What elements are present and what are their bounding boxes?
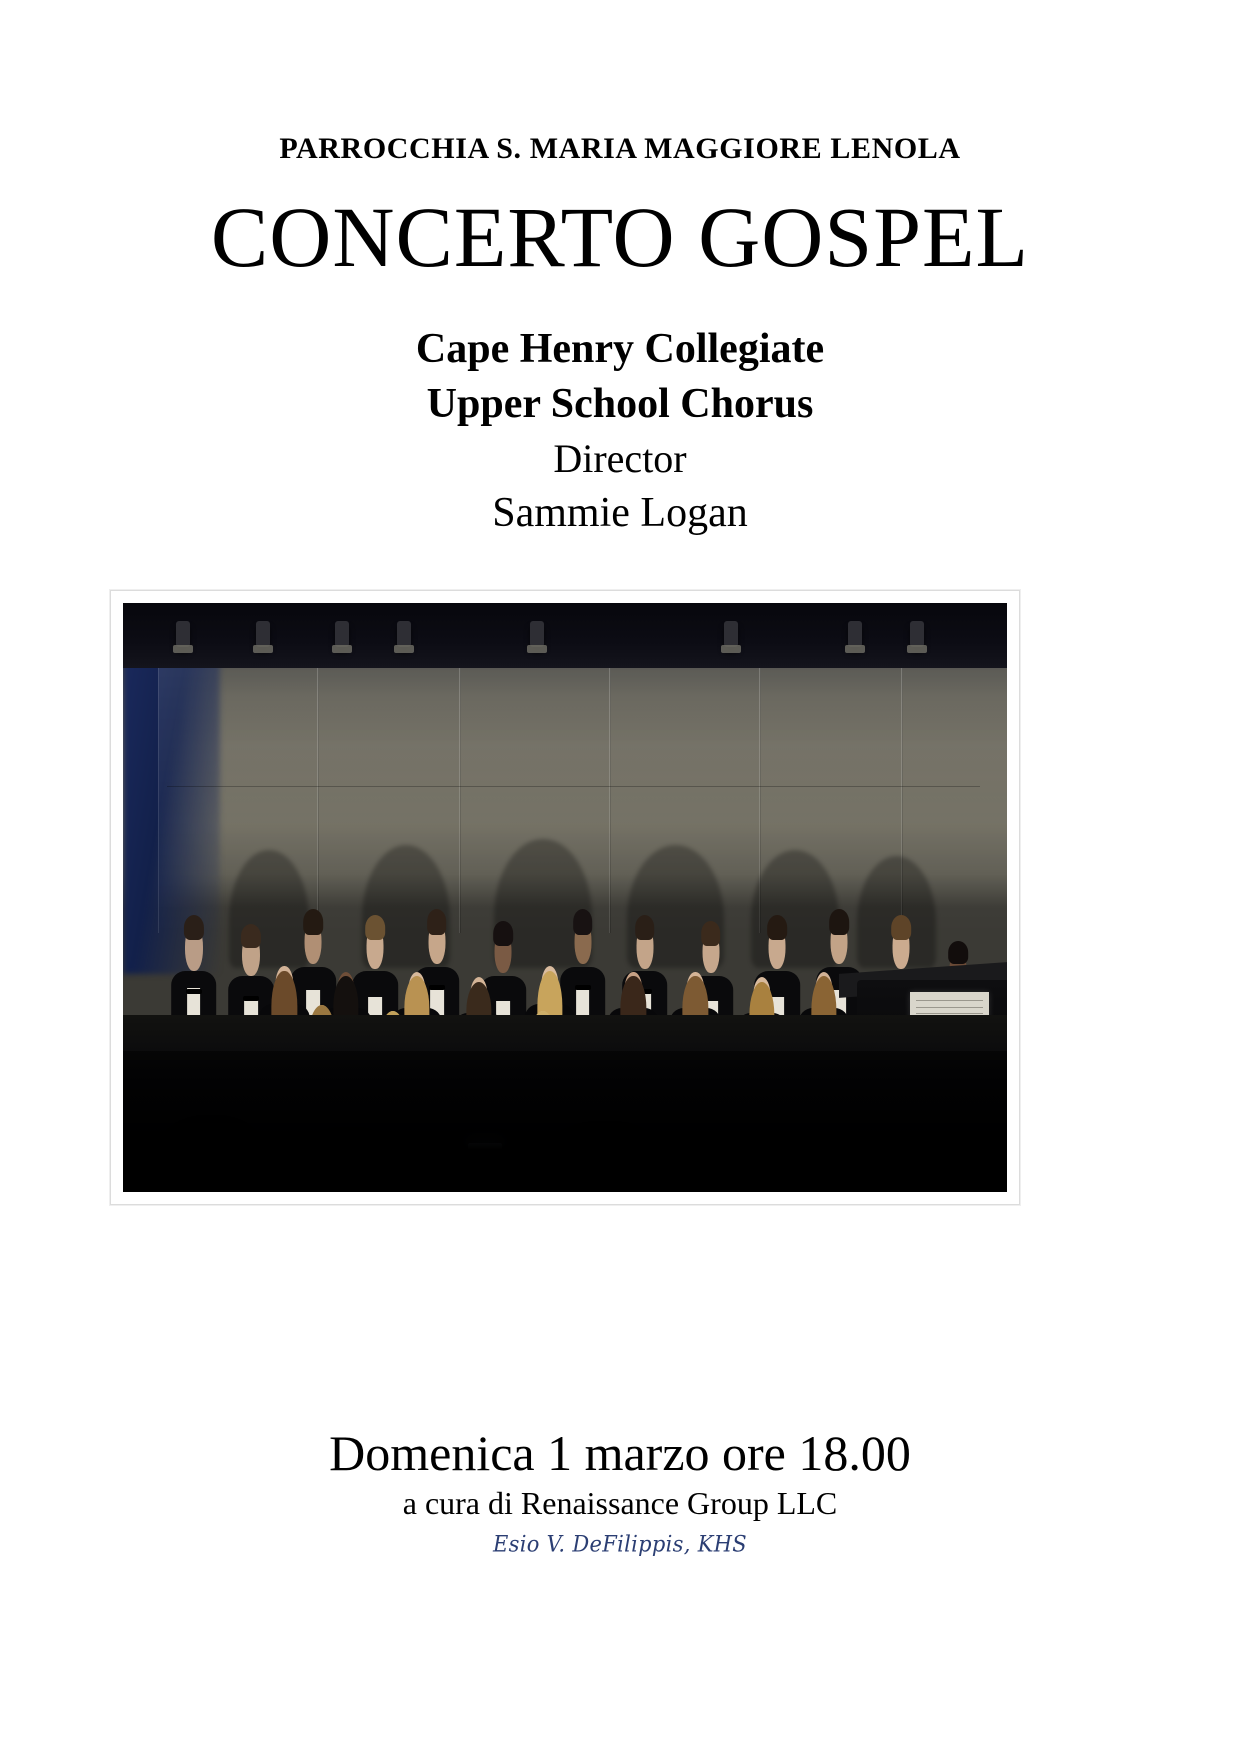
event-date-time: Domenica 1 marzo ore 18.00 (329, 1425, 911, 1481)
signature: Esio V. DeFilippis, KHS (493, 1531, 747, 1557)
director-role-label: Director (553, 435, 687, 481)
organizer-credit: a cura di Renaissance Group LLC (402, 1485, 838, 1521)
ensemble-name-line-2: Upper School Chorus (426, 381, 814, 428)
wall-seam (167, 786, 980, 787)
stage-light-icon (335, 621, 349, 647)
stage-light-icon (848, 621, 862, 647)
ensemble-name-line-1: Cape Henry Collegiate (415, 326, 825, 372)
choir-photo-frame (110, 590, 1020, 1205)
foreground-shadow (123, 1051, 1007, 1192)
director-name: Sammie Logan (492, 489, 748, 536)
ensemble-block (0, 322, 1240, 541)
choir-photo (123, 603, 1007, 1192)
stage-light-icon (530, 621, 544, 647)
stage-light-icon (910, 621, 924, 647)
parish-heading: PARROCCHIA S. MARIA MAGGIORE LENOLA (279, 132, 961, 165)
stage-light-icon (724, 621, 738, 647)
stage-light-icon (256, 621, 270, 647)
stage-light-icon (176, 621, 190, 647)
stage-light-icon (397, 621, 411, 647)
page-title: CONCERTO GOSPEL (210, 189, 1030, 285)
